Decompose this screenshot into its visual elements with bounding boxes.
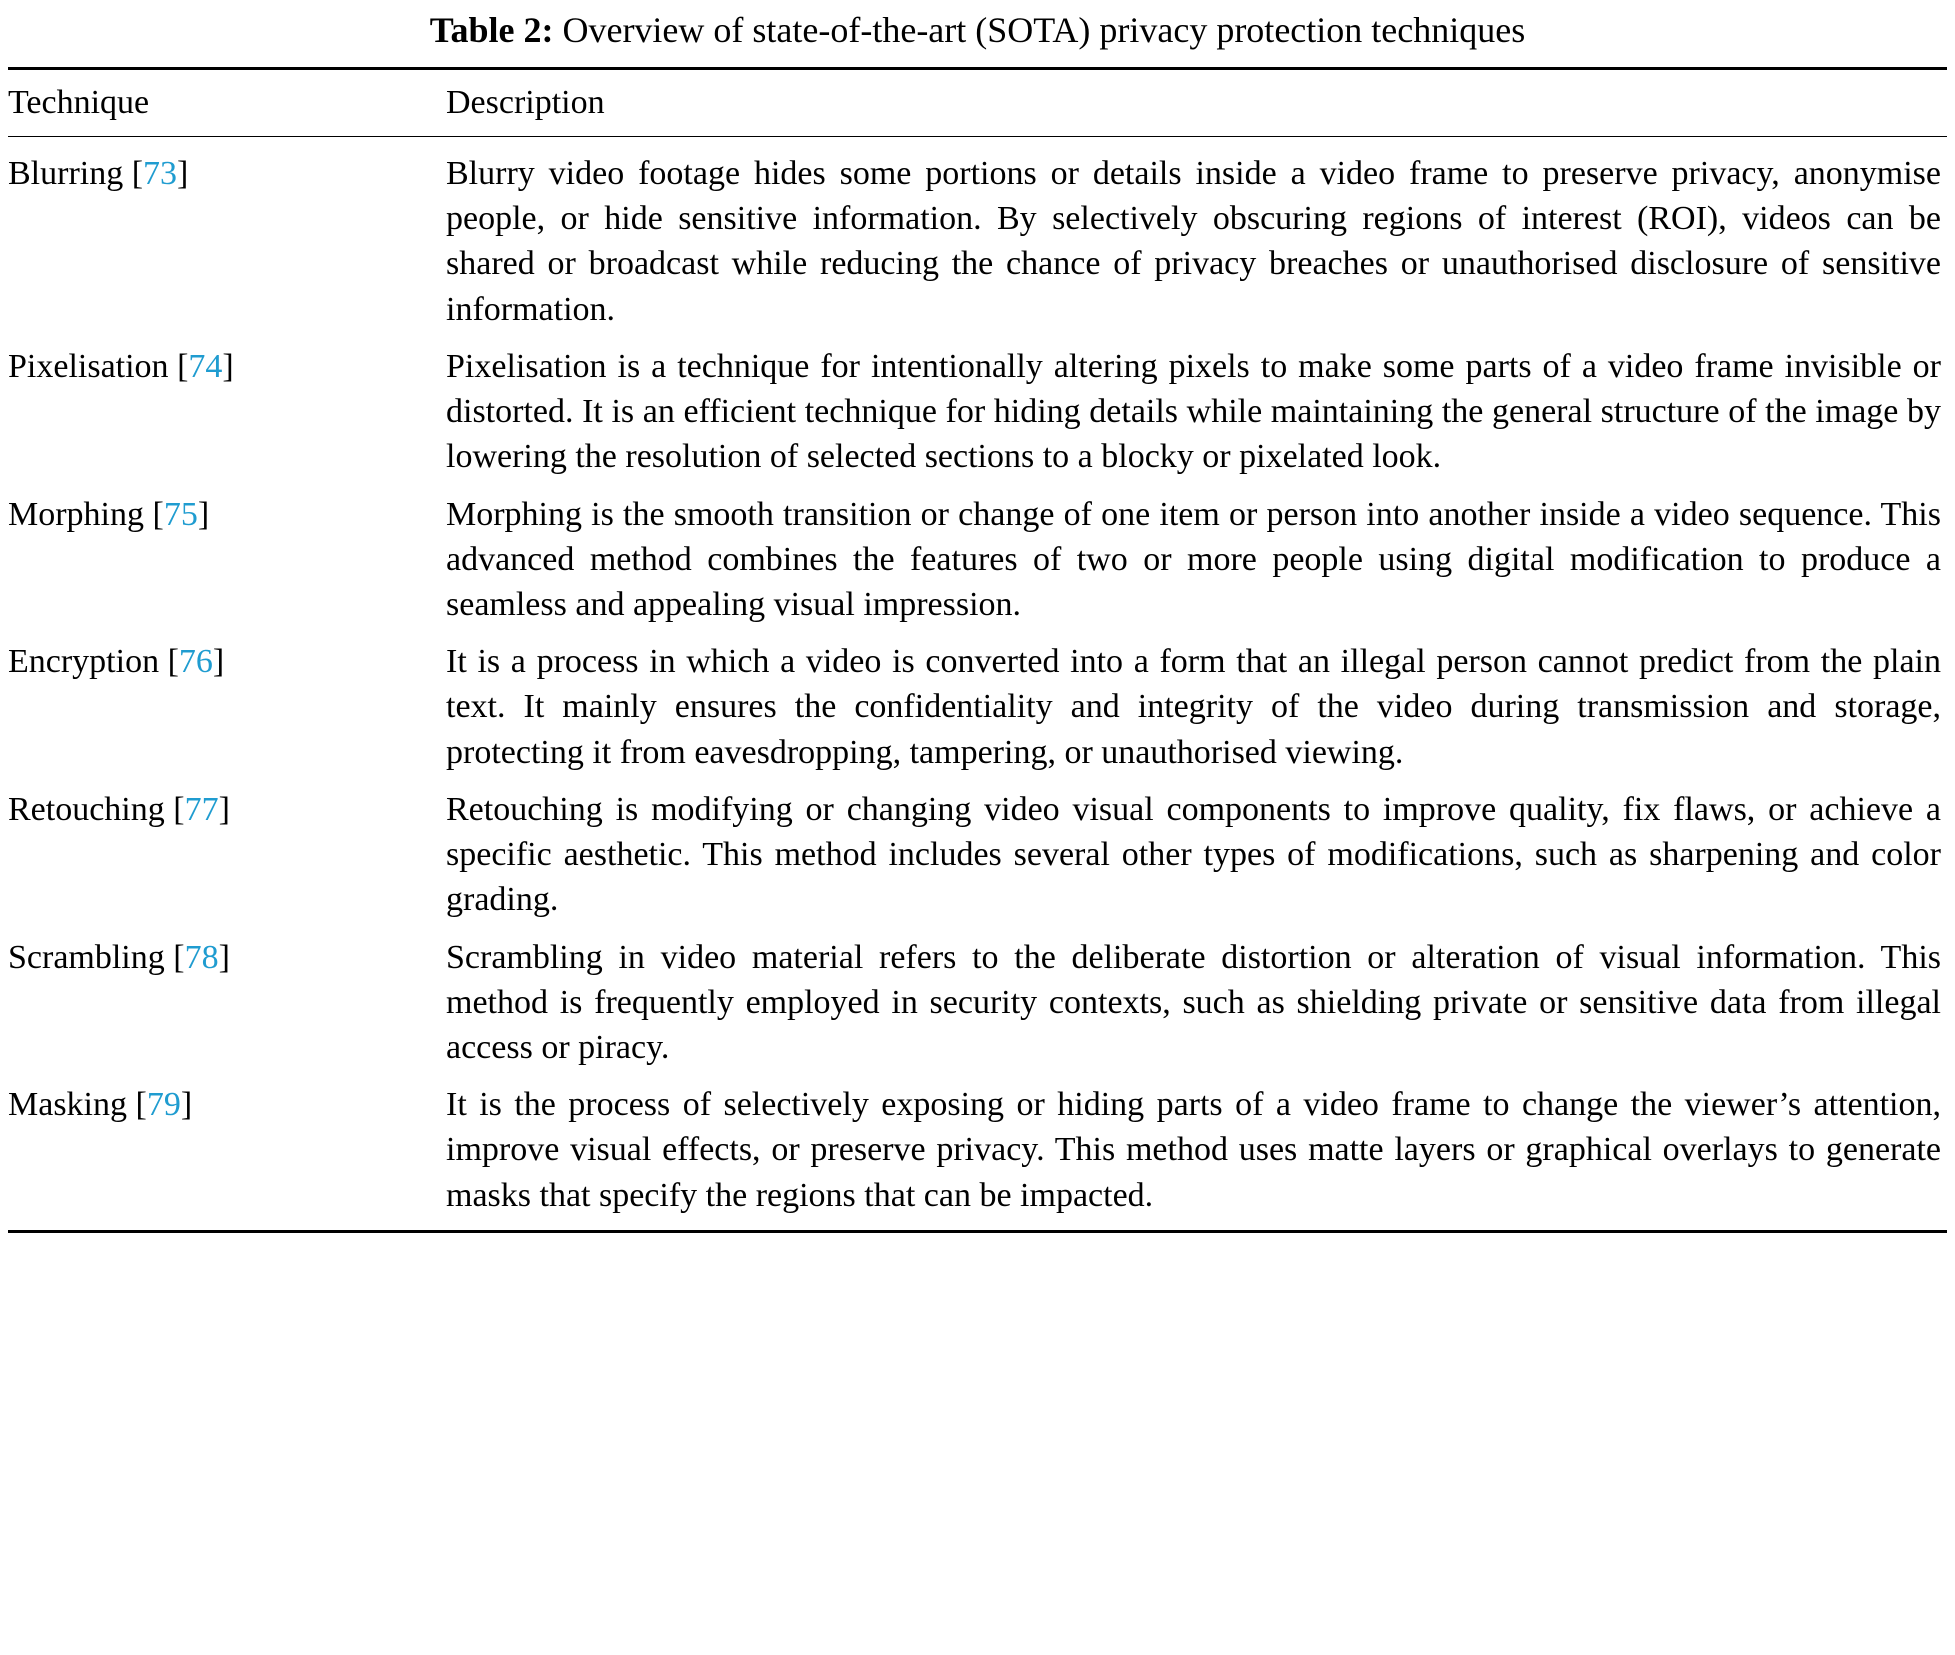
- table-caption: [8, 0, 1947, 67]
- description-text: Retouching is modifying or changing video visual components to improve quality, fix flaws, or achieve a specific aesthetic. This method includes several other types of modifications, such as sharpening and color grading.: [446, 790, 1941, 919]
- description-cell: [446, 781, 1947, 929]
- technique-name: Scrambling: [8, 938, 165, 976]
- citation-link[interactable]: 74: [188, 347, 223, 385]
- technique-name: Retouching: [8, 790, 165, 828]
- description-cell: [446, 137, 1947, 338]
- description-cell: [446, 486, 1947, 634]
- table-body: [8, 137, 1947, 1232]
- citation-link[interactable]: 77: [184, 790, 219, 828]
- table-caption-label: Table 2:: [429, 10, 554, 50]
- technique-name: Pixelisation: [8, 347, 169, 385]
- table-row: [8, 137, 1947, 338]
- description-cell: [446, 633, 1947, 781]
- table-row: [8, 1076, 1947, 1231]
- technique-name: Encryption: [8, 643, 160, 681]
- technique-cell: Encryption [76]: [8, 643, 225, 681]
- technique-cell: Pixelisation [74]: [8, 347, 234, 385]
- table-row: [8, 338, 1947, 486]
- table-caption-text: Overview of state-of-the-art (SOTA) privacy protection techniques: [562, 10, 1526, 50]
- citation-link[interactable]: 75: [163, 495, 198, 533]
- technique-name: Morphing: [8, 495, 144, 533]
- citation-link[interactable]: 73: [143, 155, 178, 192]
- citation-link[interactable]: 76: [178, 643, 213, 681]
- table-header-row: [8, 69, 1947, 137]
- sota-privacy-techniques-table: [8, 67, 1947, 1233]
- description-text: Blurry video footage hides some portions or details inside a video frame to preserve privacy, anonymise people, or hide sensitive information. By selectively obscuring regions of interest (ROI), videos can be shared or broadcast while reducing the chance of privacy breaches or unauthorised disclosure of sensitive information.: [446, 155, 1941, 328]
- description-text: Morphing is the smooth transition or change of one item or person into another inside a video sequence. This advanced method combines the features of two or more people using digital modification to produce a seamless and appealing visual impression.: [446, 495, 1941, 623]
- technique-name: Blurring: [8, 155, 124, 192]
- table-head: [8, 69, 1947, 137]
- description-cell: [446, 1076, 1947, 1231]
- table-row: [8, 633, 1947, 781]
- description-text: Scrambling in video material refers to the deliberate distortion or alteration of visual information. This method is frequently employed in security contexts, such as shielding private or sensitive data from illegal access or piracy.: [446, 938, 1941, 1066]
- column-header-technique: Technique: [8, 69, 446, 137]
- description-text: It is a process in which a video is converted into a form that an illegal person cannot predict from the plain text. It mainly ensures the confidentiality and integrity of the video during transmission and storage, protecting it from eavesdropping, tampering, or unauthorised viewing.: [446, 643, 1941, 771]
- table-row: [8, 929, 1947, 1077]
- description-text: Pixelisation is a technique for intentionally altering pixels to make some parts of a video frame invisible or distorted. It is an efficient technique for hiding details while maintaining the general structure of the image by lowering the resolution of selected sections to a blocky or pixelated look.: [446, 347, 1941, 476]
- technique-cell: Blurring [73]: [8, 155, 189, 192]
- table-bottom-rule-cell-2: [446, 1231, 1947, 1233]
- table-row: [8, 486, 1947, 634]
- technique-name: Masking: [8, 1086, 127, 1124]
- technique-cell: Retouching [77]: [8, 790, 230, 828]
- description-cell: [446, 929, 1947, 1077]
- technique-cell: Morphing [75]: [8, 495, 210, 533]
- citation-link[interactable]: 79: [146, 1086, 181, 1124]
- description-cell: [446, 338, 1947, 486]
- technique-cell: Masking [79]: [8, 1086, 193, 1124]
- table-row: [8, 781, 1947, 929]
- technique-cell: Scrambling [78]: [8, 938, 230, 976]
- table-bottom-rule-cell-1: [8, 1231, 446, 1233]
- citation-link[interactable]: 78: [184, 938, 219, 976]
- column-header-description: Description: [446, 69, 1947, 137]
- table-foot: [8, 1231, 1947, 1233]
- table-bottom-rule: [8, 1231, 1947, 1233]
- description-text: It is the process of selectively exposing or hiding parts of a video frame to change the viewer’s attention, improve visual effects, or preserve privacy. This method uses matte layers or graphical overlays to generate masks that specify the regions that can be impacted.: [446, 1086, 1941, 1214]
